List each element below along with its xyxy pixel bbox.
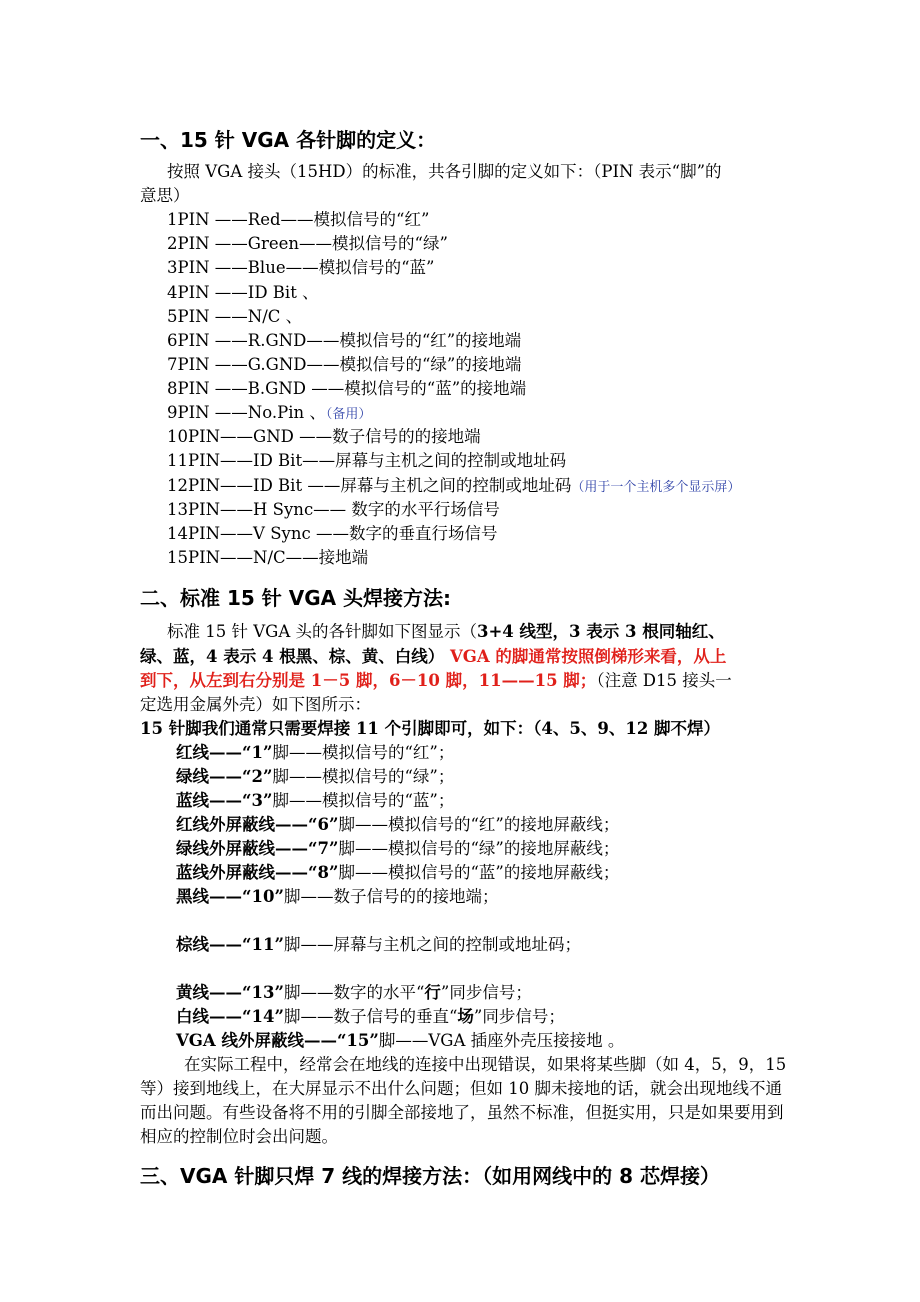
pin-9-note: （备用） — [325, 407, 372, 422]
engineering-note-paragraph: 在实际工程中，经常会在地线的连接中出现错误，如果将某些脚（如 4，5，9，15 等）接到地线上，在大屏显示不出什么问题；但如 10 脚未接地的话，就会出现地线不通而出问题。有些设备将不用的引脚全部接地了，虽然不标准，但挺实用，只是如果要用到相应的控制位时会出问题。 — [140, 1055, 787, 1146]
pin-12: 12PIN——ID Bit ——屏幕与主机之间的控制或地址码（用于一个主机多个显示屏） — [167, 476, 741, 495]
pin-7: 7PIN ——G.GND——模拟信号的“绿”的接地端 — [167, 355, 522, 374]
wire-green-shield: 绿线外屏蔽线——“7”脚——模拟信号的“绿”的接地屏蔽线； — [176, 839, 620, 858]
section-2-title: 二、标准 15 针 VGA 头焊接方法: — [140, 586, 452, 610]
pin-1: 1PIN ——Red——模拟信号的“红” — [167, 210, 430, 229]
pin-4: 4PIN ——ID Bit 、 — [167, 283, 319, 302]
pin-9: 9PIN ——No.Pin 、（备用） — [167, 403, 372, 422]
s2-line-1: 标准 15 针 VGA 头的各针脚如下图显示（3+4 线型，3 表示 3 根同轴红、 — [167, 622, 725, 641]
pin-10: 10PIN——GND ——数子信号的的接地端 — [167, 427, 481, 446]
pin-12-note: （用于一个主机多个显示屏） — [571, 480, 741, 495]
pin-3: 3PIN ——Blue——模拟信号的“蓝” — [167, 258, 435, 277]
s2-line-4: 定选用金属外壳）如下图所示： — [140, 695, 371, 714]
intro-line-1: 按照 VGA 接头（15HD）的标准，共各引脚的定义如下：（PIN 表示“脚”的 — [167, 162, 722, 181]
pin-2: 2PIN ——Green——模拟信号的“绿” — [167, 234, 448, 253]
wire-red-shield: 红线外屏蔽线——“6”脚——模拟信号的“红”的接地屏蔽线； — [176, 815, 620, 834]
wire-yellow: 黄线——“13”脚——数字的水平“行”同步信号； — [176, 983, 532, 1002]
intro-line-2: 意思） — [140, 186, 190, 205]
section-1-title: 一、15 针 VGA 各针脚的定义： — [140, 128, 437, 152]
s2-line-2: 绿、蓝，4 表示 4 根黑、棕、黄、白线） VGA 的脚通常按照倒梯形来看，从上 — [140, 647, 727, 666]
pin-5: 5PIN ——N/C 、 — [167, 307, 303, 326]
wire-green: 绿线——“2”脚——模拟信号的“绿”； — [176, 767, 455, 786]
pin-11: 11PIN——ID Bit——屏幕与主机之间的控制或地址码 — [167, 451, 567, 470]
section-3-title: 三、VGA 针脚只焊 7 线的焊接方法：（如用网线中的 8 芯焊接） — [140, 1164, 721, 1188]
wire-brown: 棕线——“11”脚——屏幕与主机之间的控制或地址码； — [176, 935, 581, 954]
wire-black: 黑线——“10”脚——数子信号的的接地端； — [176, 887, 499, 906]
s2-line-3: 到下，从左到右分别是 1－5 脚，6－10 脚，11——15 脚；（注意 D15 接头一 — [140, 671, 732, 690]
pin-14: 14PIN——V Sync ——数字的垂直行场信号 — [167, 524, 498, 543]
wire-blue-shield: 蓝线外屏蔽线——“8”脚——模拟信号的“蓝”的接地屏蔽线； — [176, 863, 620, 882]
wire-white: 白线——“14”脚——数子信号的垂直“场”同步信号； — [176, 1007, 565, 1026]
pin-8: 8PIN ——B.GND ——模拟信号的“蓝”的接地端 — [167, 379, 527, 398]
pin-13: 13PIN——H Sync—— 数字的水平行场信号 — [167, 500, 500, 519]
s2-bold-line: 15 针脚我们通常只需要焊接 11 个引脚即可，如下：（4、5、9、12 脚不焊） — [140, 719, 721, 738]
pin-6: 6PIN ——R.GND——模拟信号的“红”的接地端 — [167, 331, 522, 350]
wire-vga-shield: VGA 线外屏蔽线——“15”脚——VGA 插座外壳压接接地 。 — [176, 1031, 625, 1050]
wire-red: 红线——“1”脚——模拟信号的“红”； — [176, 743, 455, 762]
wire-blue: 蓝线——“3”脚——模拟信号的“蓝”； — [176, 791, 455, 810]
pin-15: 15PIN——N/C——接地端 — [167, 548, 369, 567]
